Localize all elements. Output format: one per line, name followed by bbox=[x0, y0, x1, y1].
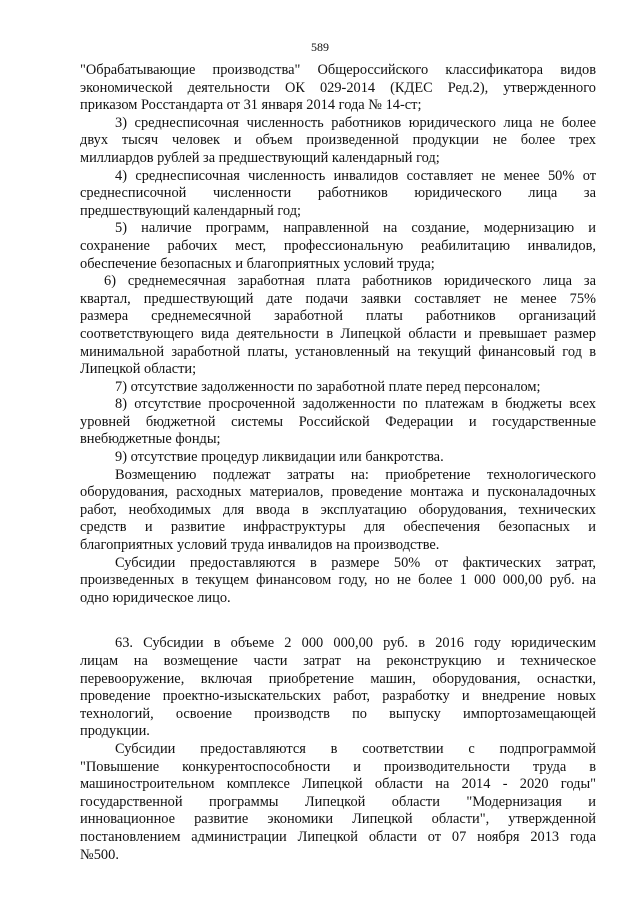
text-line: 5) наличие программ, направленной на создание, модернизацию и bbox=[115, 220, 596, 237]
text-line: квартал, предшествующий дате подачи заявки составляет не менее 75% bbox=[80, 290, 596, 307]
text-line: 9) отсутствие процедур ликвидации или банкротства. bbox=[115, 449, 444, 466]
text-line: двух тысяч человек и объем произведенной продукции не более трех bbox=[80, 132, 596, 149]
paragraph bbox=[80, 220, 596, 273]
paragraph bbox=[80, 115, 596, 168]
text-line: одно юридическое лицо. bbox=[80, 589, 231, 606]
text-line: обеспечение безопасных и благоприятных условий труда; bbox=[80, 255, 435, 272]
text-line: 63. Субсидии в объеме 2 000 000,00 руб. в 2016 году юридическим bbox=[115, 635, 596, 652]
text-line: продукции. bbox=[80, 723, 150, 740]
text-line: уровней бюджетной системы Российской Федерации и государственные bbox=[80, 413, 596, 430]
text-line: благоприятных условий труда инвалидов на производстве. bbox=[80, 537, 440, 554]
text-line: миллиардов рублей за предшествующий календарный год; bbox=[80, 149, 440, 166]
text-line: внебюджетные фонды; bbox=[80, 431, 221, 448]
text-line: постановлением администрации Липецкой области от 07 ноября 2013 года bbox=[80, 828, 596, 845]
paragraph bbox=[80, 555, 596, 608]
paragraph bbox=[80, 62, 596, 115]
text-line: технологий, освоение производств по выпуску импортозамещающей bbox=[80, 705, 596, 722]
text-line: экономической деятельности ОК 029-2014 (КДЕС Ред.2), утвержденного bbox=[80, 79, 596, 96]
paragraph bbox=[80, 449, 596, 467]
text-line: Субсидии предоставляются в соответствии с подпрограммой bbox=[115, 740, 596, 757]
paragraph-spacer bbox=[80, 607, 596, 635]
paragraph bbox=[80, 635, 596, 741]
text-line: 3) среднесписочная численность работников юридического лица не более bbox=[115, 114, 596, 131]
text-line: 7) отсутствие задолженности по заработной плате перед персоналом; bbox=[115, 378, 541, 395]
paragraph bbox=[80, 396, 596, 449]
paragraph bbox=[80, 467, 596, 555]
document-body bbox=[80, 62, 596, 864]
paragraph bbox=[80, 273, 596, 379]
text-line: инновационное развитие экономики Липецкой области", утвержденной bbox=[80, 811, 596, 828]
paragraph bbox=[80, 168, 596, 221]
text-line: 6) среднемесячная заработная плата работников юридического лица за bbox=[104, 273, 596, 290]
text-line: работ, необходимых для ввода в эксплуатацию оборудования, технических bbox=[80, 501, 596, 518]
page-number: 589 bbox=[311, 40, 329, 54]
text-line: №500. bbox=[80, 846, 119, 863]
paragraph bbox=[80, 379, 596, 397]
text-line: приказом Росстандарта от 31 января 2014 года № 14-ст; bbox=[80, 97, 422, 114]
text-line: "Обрабатывающие производства" Общероссийского классификатора видов bbox=[80, 62, 596, 78]
text-line: Субсидии предоставляются в размере 50% от фактических затрат, bbox=[115, 554, 596, 571]
text-line: 4) среднесписочная численность инвалидов составляет не менее 50% от bbox=[115, 167, 596, 184]
text-line: лицам на возмещение части затрат на реконструкцию и техническое bbox=[80, 653, 596, 669]
text-line: произведенных в текущем финансовом году, но не более 1 000 000,00 руб. на bbox=[80, 572, 596, 589]
text-line: сохранение рабочих мест, профессиональную реабилитацию инвалидов, bbox=[80, 237, 596, 254]
text-line: размера среднемесячной заработной платы работников организаций bbox=[80, 308, 596, 325]
text-line: минимальной заработной платы, установленный на текущий финансовый год в bbox=[80, 343, 596, 360]
paragraph bbox=[80, 741, 596, 864]
text-line: соответствующего вида деятельности в Липецкой области и превышает размер bbox=[80, 325, 596, 342]
text-line: перевооружение, включая приобретение машин, оборудования, оснастки, bbox=[80, 670, 596, 687]
text-line: средств и развитие инфраструктуры для обеспечения безопасных и bbox=[80, 519, 596, 536]
text-line: проведение проектно-изыскательских работ, разработку и внедрение новых bbox=[80, 688, 596, 705]
text-line: 8) отсутствие просроченной задолженности по платежам в бюджеты всех bbox=[115, 396, 596, 413]
text-line: оборудования, расходных материалов, проведение монтажа и пусконаладочных bbox=[80, 484, 596, 501]
text-line: предшествующий календарный год; bbox=[80, 202, 302, 219]
text-line: Возмещению подлежат затраты на: приобретение технологического bbox=[115, 466, 596, 483]
text-line: Липецкой области; bbox=[80, 361, 197, 378]
text-line: машиностроительном комплексе Липецкой области на 2014 - 2020 годы" bbox=[80, 776, 596, 793]
text-line: среднесписочной численности работников юридического лица за bbox=[80, 185, 596, 202]
text-line: "Повышение конкурентоспособности и производительности труда в bbox=[80, 758, 596, 775]
text-line: государственной программы Липецкой области "Модернизация и bbox=[80, 793, 596, 810]
